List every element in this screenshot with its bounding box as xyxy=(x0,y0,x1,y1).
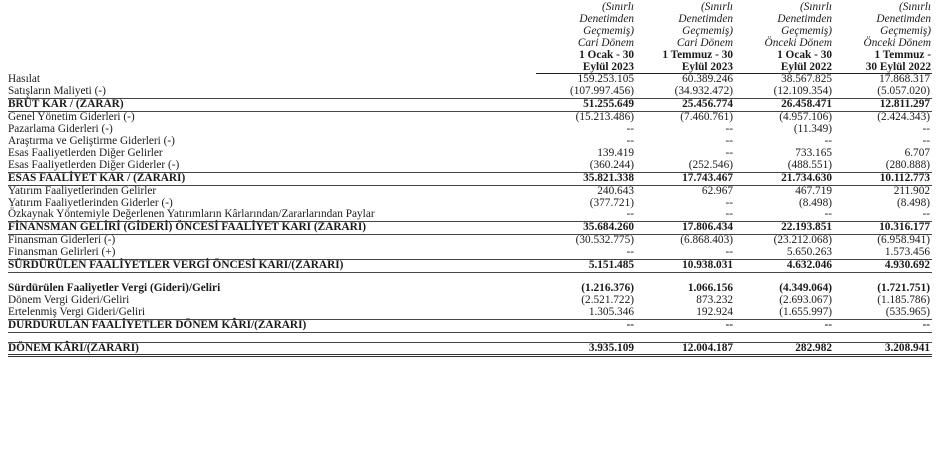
row-value: (107.997.456) xyxy=(569,85,634,98)
row-other-operating-expenses xyxy=(8,160,932,172)
row-value: 733.165 xyxy=(795,146,832,159)
row-value: 35.684.260 xyxy=(536,222,635,235)
row-deferred-tax xyxy=(8,307,932,319)
header-cell: 30 Eylül 2022 xyxy=(833,62,932,74)
row-value: 10.316.177 xyxy=(833,222,932,235)
header-cell: Eylül 2023 xyxy=(635,62,734,74)
row-value: 51.255.649 xyxy=(536,99,635,112)
header-cell: 1 Temmuz - 30 xyxy=(662,48,733,61)
row-label: Pazarlama Giderleri (-) xyxy=(8,123,113,136)
row-pre-finance-operating-profit xyxy=(8,222,932,235)
row-label: Esas Faaliyetlerden Diğer Giderler (-) xyxy=(8,158,180,171)
row-value: 873.232 xyxy=(696,293,733,306)
row-value: 6.707 xyxy=(904,146,930,159)
row-label: ESAS FAALİYET KAR / (ZARARI) xyxy=(8,172,536,185)
row-label: Ertelenmiş Vergi Gideri/Geliri xyxy=(8,305,145,318)
header-cell: (Sınırlı xyxy=(700,1,733,13)
row-value: -- xyxy=(734,319,833,332)
row-value: 1.305.346 xyxy=(588,305,634,318)
header-cell: Geçmemiş) xyxy=(682,24,733,37)
header-row-period-name xyxy=(8,38,932,50)
row-discontinued-ops-profit xyxy=(8,319,932,332)
header-cell: Geçmemiş) xyxy=(880,24,931,37)
row-current-tax xyxy=(8,295,932,307)
row-value: 25.456.774 xyxy=(635,99,734,112)
header-row-review-note xyxy=(8,26,932,38)
row-value: 139.419 xyxy=(597,146,634,159)
row-value: (1.655.997) xyxy=(779,305,832,318)
header-cell: Eylül 2022 xyxy=(734,62,833,74)
row-value: -- xyxy=(626,134,634,147)
header-cell: (Sınırlı xyxy=(799,1,832,13)
row-value: (34.932.472) xyxy=(674,85,733,98)
row-value: 10.112.773 xyxy=(833,172,932,185)
row-value: 21.734.630 xyxy=(734,172,833,185)
row-value: 12.811.297 xyxy=(833,99,932,112)
row-value: 4.632.046 xyxy=(734,260,833,273)
row-value: 467.719 xyxy=(795,184,832,197)
row-value: (2.521.722) xyxy=(581,293,634,306)
row-label: Dönem Vergi Gideri/Geliri xyxy=(8,293,130,306)
row-label: DURDURULAN FAALİYETLER DÖNEM KÂRI/(ZARARI) xyxy=(8,319,536,332)
row-label: BRÜT KAR / (ZARAR) xyxy=(8,99,536,112)
row-value: -- xyxy=(725,123,733,136)
row-value: (6.868.403) xyxy=(680,234,733,247)
row-value: (1.185.786) xyxy=(877,293,930,306)
row-value: -- xyxy=(635,319,734,332)
row-value: (23.212.068) xyxy=(773,234,832,247)
row-operating-profit xyxy=(8,172,932,185)
row-value: -- xyxy=(922,208,930,221)
header-cell: (Sınırlı xyxy=(898,1,931,13)
row-value: -- xyxy=(725,134,733,147)
row-value: -- xyxy=(725,246,733,259)
header-row-period-range xyxy=(8,50,932,62)
row-value: -- xyxy=(725,196,733,209)
row-label: Esas Faaliyetlerden Diğer Gelirler xyxy=(8,146,163,159)
row-value: -- xyxy=(725,146,733,159)
row-value: (252.546) xyxy=(688,158,733,171)
row-value: -- xyxy=(626,208,634,221)
row-value: -- xyxy=(725,208,733,221)
row-value: (8.498) xyxy=(799,196,832,209)
row-value: 22.193.851 xyxy=(734,222,833,235)
row-label: Özkaynak Yöntemiyle Değerlenen Yatırımların Kârlarından/Zararlarından Paylar xyxy=(8,208,375,221)
row-value: 1.066.156 xyxy=(687,281,733,294)
header-cell: (Sınırlı xyxy=(601,1,634,13)
row-value: (1.216.376) xyxy=(581,281,634,294)
row-value: (1.721.751) xyxy=(877,281,930,294)
row-value: (2.693.067) xyxy=(779,293,832,306)
header-cell: Geçmemiş) xyxy=(781,24,832,37)
row-value: 192.924 xyxy=(696,305,733,318)
row-value: -- xyxy=(922,123,930,136)
row-other-operating-income xyxy=(8,148,932,160)
row-value: 17.743.467 xyxy=(635,172,734,185)
row-value: (280.888) xyxy=(885,158,930,171)
header-cell: 1 Ocak - 30 xyxy=(579,48,634,61)
header-cell: Önceki Dönem xyxy=(764,36,832,49)
row-value: -- xyxy=(536,319,635,332)
row-value: (8.498) xyxy=(897,196,930,209)
header-cell: Önceki Dönem xyxy=(863,36,931,49)
row-value: (377.721) xyxy=(589,196,634,209)
income-statement-table xyxy=(8,2,932,357)
row-value: -- xyxy=(833,319,932,332)
row-continuing-ops-pretax-profit xyxy=(8,260,932,273)
row-value: (11.349) xyxy=(793,123,832,136)
header-cell: Cari Dönem xyxy=(577,36,634,49)
header-cell: Cari Dönem xyxy=(676,36,733,49)
row-label: SÜRDÜRÜLEN FAALİYETLER VERGİ ÖNCESİ KARI/(ZARARI) xyxy=(8,260,536,273)
row-net-profit xyxy=(8,342,932,356)
row-value: 60.389.246 xyxy=(682,73,733,86)
row-label: DÖNEM KÂRI/(ZARARI) xyxy=(8,342,536,356)
row-value: (12.109.354) xyxy=(773,85,832,98)
header-cell: Denetimden xyxy=(876,12,931,25)
row-value: 4.930.692 xyxy=(833,260,932,273)
row-value: 211.902 xyxy=(893,184,930,197)
row-value: -- xyxy=(824,208,832,221)
header-cell: Eylül 2023 xyxy=(536,62,635,74)
row-equity-method-shares xyxy=(8,209,932,221)
row-value: (6.958.941) xyxy=(877,234,930,247)
row-label: Hasılat xyxy=(8,73,40,86)
row-value: 10.938.031 xyxy=(635,260,734,273)
row-value: 5.151.485 xyxy=(536,260,635,273)
header-cell: Geçmemiş) xyxy=(583,24,634,37)
row-label: Yatırım Faaliyetlerinden Gelirler xyxy=(8,184,157,197)
row-value: (7.460.761) xyxy=(680,111,733,124)
row-finance-income xyxy=(8,247,932,259)
row-label: Araştırma ve Geliştirme Giderleri (-) xyxy=(8,134,175,147)
row-investment-income xyxy=(8,185,932,197)
row-value: 17.868.317 xyxy=(879,73,930,86)
row-label: Satışların Maliyeti (-) xyxy=(8,85,106,98)
row-cost-of-sales xyxy=(8,86,932,98)
row-label: FİNANSMAN GELİRİ (GİDERİ) ÖNCESİ FAALİYET KARI (ZARARI) xyxy=(8,222,536,235)
row-gross-profit xyxy=(8,99,932,112)
header-cell: 1 Ocak - 30 xyxy=(777,48,832,61)
header-cell: Denetimden xyxy=(678,12,733,25)
row-value: (488.551) xyxy=(787,158,832,171)
row-label: Sürdürülen Faaliyetler Vergi (Gideri)/Geliri xyxy=(8,281,221,294)
row-value: 17.806.434 xyxy=(635,222,734,235)
header-cell: 1 Temmuz - xyxy=(874,48,931,61)
row-value: 35.821.338 xyxy=(536,172,635,185)
row-value: 159.253.105 xyxy=(577,73,634,86)
row-value: 12.004.187 xyxy=(635,342,734,356)
row-value: 62.967 xyxy=(701,184,733,197)
row-value: (535.965) xyxy=(885,305,930,318)
row-value: (2.424.343) xyxy=(877,111,930,124)
row-value: 1.573.456 xyxy=(884,246,930,259)
row-label: Finansman Gelirleri (+) xyxy=(8,246,116,259)
row-value: -- xyxy=(922,134,930,147)
row-value: 3.208.941 xyxy=(833,342,932,356)
row-value: (15.213.486) xyxy=(575,111,634,124)
row-label: Finansman Giderleri (-) xyxy=(8,234,116,247)
row-value: -- xyxy=(626,123,634,136)
row-value: (4.957.106) xyxy=(779,111,832,124)
header-cell: Denetimden xyxy=(777,12,832,25)
row-value: 26.458.471 xyxy=(734,99,833,112)
row-value: (4.349.064) xyxy=(779,281,832,294)
row-value: 240.643 xyxy=(597,184,634,197)
spacer-row xyxy=(8,332,932,342)
row-value: -- xyxy=(626,246,634,259)
header-row-period-end xyxy=(8,62,932,74)
row-label: Yatırım Faaliyetlerinden Giderler (-) xyxy=(8,196,173,209)
header-cell: Denetimden xyxy=(579,12,634,25)
row-value: 38.567.825 xyxy=(781,73,832,86)
row-value: -- xyxy=(824,134,832,147)
row-value: 5.650.263 xyxy=(786,246,832,259)
row-value: 3.935.109 xyxy=(536,342,635,356)
row-value: 282.982 xyxy=(734,342,833,356)
row-label: Genel Yönetim Giderleri (-) xyxy=(8,111,135,124)
row-value: (360.244) xyxy=(589,158,634,171)
row-value: (30.532.775) xyxy=(575,234,634,247)
row-value: (5.057.020) xyxy=(877,85,930,98)
